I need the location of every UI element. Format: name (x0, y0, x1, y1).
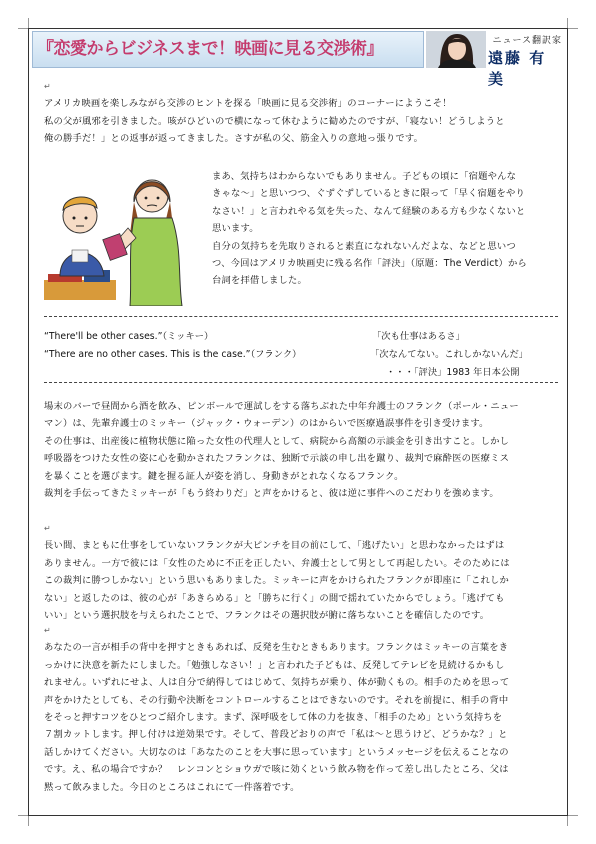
author-role: ニュース翻訳家 (492, 36, 562, 46)
paragraph-mark: ↵ (44, 82, 51, 91)
text-line: 場末のバーで昼間から酒を飲み、ピンボールで運試しをする落ちぶれた中年弁護士のフランク（ポール・ニュー (44, 401, 519, 412)
quote-source: ・・・「評決」1983 年日本公開 (386, 367, 520, 378)
text-line: なさい！」と言われやる気を失った、なんて経験のある方も少なくないと (212, 205, 526, 217)
text-line: れません。いずれにせよ、人は自分で納得してはじめて、気持ちが乗り、体が動くもの。相手のためを思って (44, 677, 510, 689)
text-line: 自分の気持ちを先取りされると素直になれないんだよな、などと思いつ (212, 240, 516, 252)
text-line: をそっと押すコツをひとつご紹介します。まず、深呼吸をして体の力を抜き、「相手のため」という気持ちを (44, 712, 503, 724)
analysis-paragraph (44, 520, 510, 624)
text-line: 話しかけてください。大切なのは「あなたのことを大事に思っています」というメッセージを伝えることなの (44, 746, 509, 758)
paragraph-mark: ↵ (44, 626, 51, 635)
text-line: 裁判を手伝ってきたミッキーが「もう終わりだ」と声をかけると、彼は逆に事件へのこだわりを強めます。 (44, 488, 499, 500)
illustration-mother-and-child (44, 158, 192, 306)
page-corner-mark (567, 815, 578, 826)
text-line: を暴くことを選びます。鍵を握る証人が姿を消し、身動きがとれなくなるフランク。 (44, 470, 404, 482)
page-corner-mark (567, 18, 578, 29)
text-line: 呼吸器をつけた女性の姿に心を動かされたフランクは、独断で示談の申し出を蹴り、裁判で麻酔医の医療ミス (44, 453, 510, 465)
title-banner: 『恋愛からビジネスまで！映画に見る交渉術』 (32, 31, 424, 68)
story-paragraph (44, 398, 519, 502)
text-line: いい」という選択肢を与えられたことで、フランクはその選択肢が腑に落ちないことを確信したのです。 (44, 610, 490, 622)
text-line: 長い間、まともに仕事をしていないフランクが大ピンチを目の前にして、「逃げたい」と思わなかったはずは (44, 540, 505, 552)
author-box (488, 31, 564, 88)
text-line: 俺の勝手だ！」との返事が返ってきました。さすが私の父、筋金入りの意地っ張りです。 (44, 133, 424, 145)
text-line: 声をかけたとしても、その行動や決断をコントロールすることはできないのです。それを前提に、相手の背中 (44, 694, 509, 706)
text-line: 台詞を拝借しました。 (212, 275, 307, 287)
paragraph-mark: ↵ (44, 524, 51, 533)
text-line: っかけに決意を新たにしました。「勉強しなさい！」と言われた子どもは、反発してテレビを見続けるかもし (44, 659, 505, 671)
dashed-divider (44, 316, 558, 317)
text-line: ない」と返したのは、彼の心が「あきらめる」と「勝ちに行く」の間で揺れていたからでしょう。「逃げても (44, 592, 505, 604)
text-line: です。え、私の場合ですか？ レンコンとショウガで咳に効くという飲み物を作って差し出したところ、父は (44, 764, 509, 776)
author-photo (426, 31, 486, 68)
quote-japanese-2: 「次なんてない。これしかないんだ」 (370, 349, 529, 360)
text-line: 黙って飲みました。今日のところはこれにて一件落着です。 (44, 781, 300, 793)
quote-japanese-1: 「次も仕事はあるさ」 (372, 331, 465, 342)
text-line: ありません。一方で彼には「女性のために不正を正したい、弁護士として男として再起したい。そのためには (44, 557, 510, 569)
text-line: きゃな～」と思いつつ、ぐずぐずしているときに限って「早く宿題をやり (212, 188, 526, 200)
page-corner-mark (18, 815, 29, 826)
dashed-divider (44, 382, 558, 383)
quote-english-2: “There are no other cases. This is the case.”（フランク） (44, 349, 302, 360)
advice-paragraph (44, 622, 509, 796)
text-line: ７割カットします。押し付けは逆効果です。そして、普段どおりの声で「私は～と思うけど、どうかな？」と (44, 729, 508, 741)
text-line: アメリカ映画を楽しみながら交渉のヒントを探る「映画に見る交渉術」のコーナーにようこそ！ (44, 98, 452, 110)
text-line: この裁判に勝つしかない」という思いもありました。ミッキーに声をかけられたフランクが即座に「これしか (44, 575, 509, 587)
text-line: まあ、気持ちはわからないでもありません。子どもの頃に「宿題やんな (212, 171, 517, 182)
author-name: 遠藤 有美 (488, 49, 547, 88)
intro-paragraph (44, 78, 505, 148)
reflection-paragraph (212, 168, 527, 290)
header (32, 31, 564, 88)
text-line: その仕事は、出産後に植物状態に陥った女性の代理人として、病院から高額の示談金を引き出すこと。しかし (44, 435, 510, 447)
text-line: あなたの一言が相手の背中を押すときもあれば、反発を生むときもあります。フランクはミッキーの言葉をき (44, 642, 509, 654)
text-line: 私の父が風邪を引きました。咳がひどいので横になって休むように勧めたのですが、「寝ない！どうしようと (44, 115, 505, 127)
text-line: マン）は、先輩弁護士のミッキー（ジャック・ウォーデン）のはからいで医療過誤事件を引き受けます。 (44, 418, 489, 430)
text-line: 思います。 (212, 223, 259, 235)
quote-english-1: “There'll be other cases.”（ミッキー） (44, 331, 214, 342)
text-line: つ、今回はアメリカ映画史に残る名作「評決」（原題：The Verdict）から (212, 258, 527, 270)
